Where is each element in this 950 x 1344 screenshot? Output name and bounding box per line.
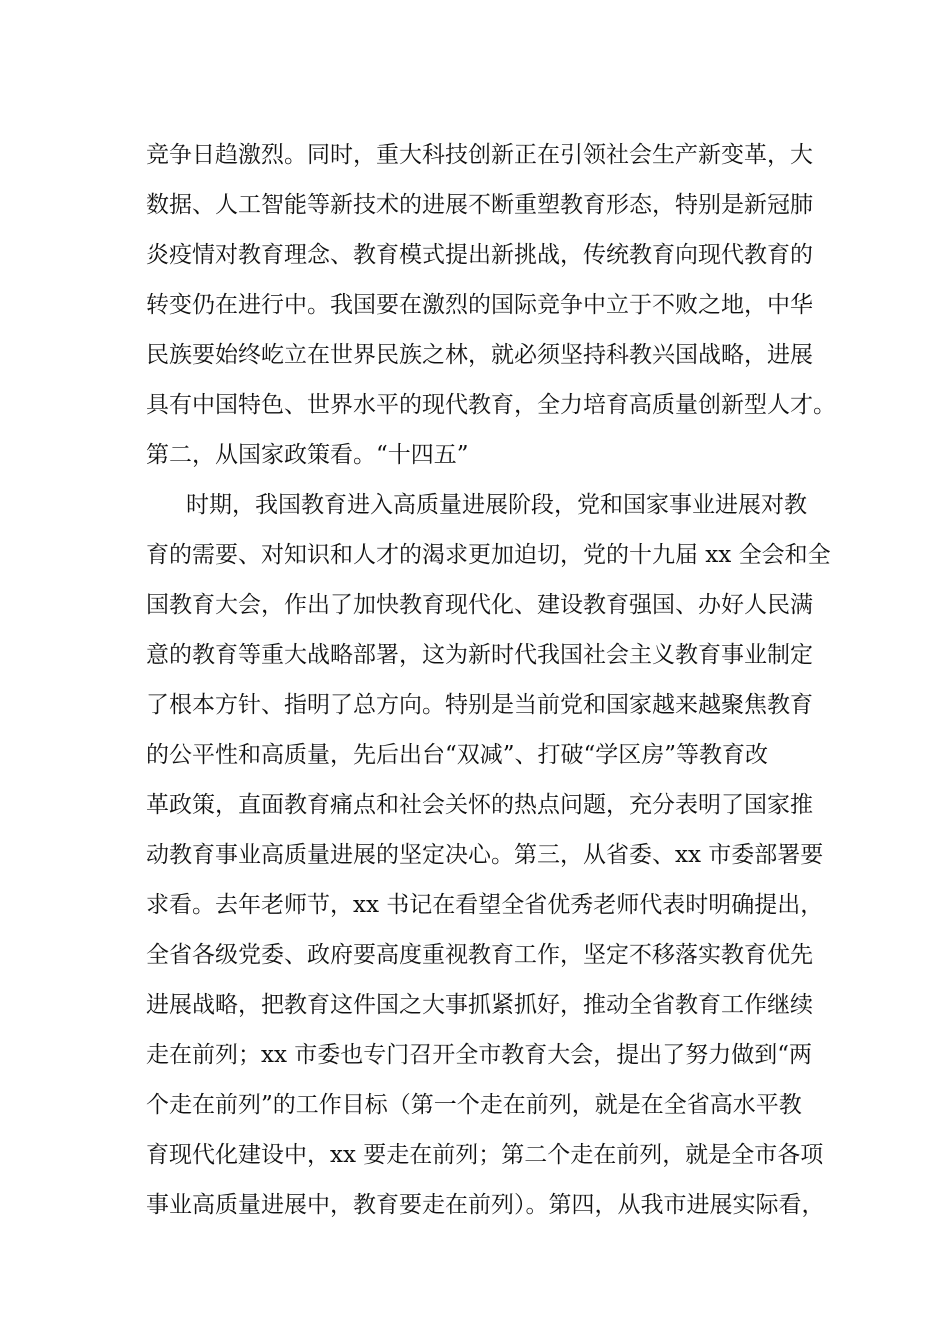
text-line-14: 革政策，直面教育痛点和社会关怀的热点问题，充分表明了国家推 xyxy=(146,792,813,818)
text-line-2: 数据、人工智能等新技术的进展不断重塑教育形态，特别是新冠肺 xyxy=(146,192,813,218)
text-line-6: 具有中国特色、世界水平的现代教育，全力培育高质量创新型人才。 xyxy=(146,392,836,418)
text-line-8: 时期，我国教育进入高质量进展阶段，党和国家事业进展对教 xyxy=(186,492,807,518)
text-line-21: 育现代化建设中，xx 要走在前列；第二个走在前列，就是全市各项 xyxy=(146,1142,824,1168)
text-line-7: 第二，从国家政策看。“十四五” xyxy=(146,442,469,468)
text-line-3: 炎疫情对教育理念、教育模式提出新挑战，传统教育向现代教育的 xyxy=(146,242,813,268)
text-line-1: 竞争日趋激烈。同时，重大科技创新正在引领社会生产新变革，大 xyxy=(146,142,813,168)
text-line-10: 国教育大会，作出了加快教育现代化、建设教育强国、办好人民满 xyxy=(146,592,813,618)
text-line-11: 意的教育等重大战略部署，这为新时代我国社会主义教育事业制定 xyxy=(146,642,813,668)
text-line-19: 走在前列；xx 市委也专门召开全市教育大会，提出了努力做到“两 xyxy=(146,1042,813,1068)
text-line-22: 事业高质量进展中，教育要走在前列）。第四，从我市进展实际看， xyxy=(146,1192,825,1218)
text-line-16: 求看。去年老师节，xx 书记在看望全省优秀老师代表时明确提出， xyxy=(146,892,824,918)
text-line-15: 动教育事业高质量进展的坚定决心。第三，从省委、xx 市委部署要 xyxy=(146,842,824,868)
text-line-17: 全省各级党委、政府要高度重视教育工作，坚定不移落实教育优先 xyxy=(146,942,813,968)
text-line-18: 进展战略，把教育这件国之大事抓紧抓好，推动全省教育工作继续 xyxy=(146,992,813,1018)
text-line-4: 转变仍在进行中。我国要在激烈的国际竞争中立于不败之地，中华 xyxy=(146,292,813,318)
text-line-5: 民族要始终屹立在世界民族之林，就必须坚持科教兴国战略，进展 xyxy=(146,342,813,368)
text-line-20: 个走在前列”的工作目标（第一个走在前列，就是在全省高水平教 xyxy=(146,1092,802,1118)
text-line-13: 的公平性和高质量，先后出台“双减”、打破“学区房”等教育改 xyxy=(146,742,769,768)
text-line-9: 育的需要、对知识和人才的渴求更加迫切，党的十九届 xx 全会和全 xyxy=(146,542,831,568)
body-text xyxy=(146,130,836,1230)
text-line-12: 了根本方针、指明了总方向。特别是当前党和国家越来越聚焦教育 xyxy=(146,692,813,718)
